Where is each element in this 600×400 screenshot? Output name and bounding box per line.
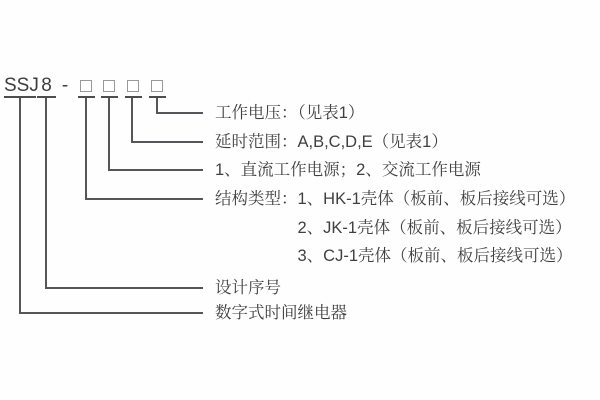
connector-line-horizontal-working-voltage — [156, 112, 203, 114]
connector-line-horizontal-product-name — [19, 312, 203, 314]
structure-type-option-2: 2、JK-1壳体（板前、板后接线可选） — [297, 219, 572, 237]
digit-placeholder-box-2 — [103, 80, 115, 92]
digit-placeholder-box-4 — [151, 80, 163, 92]
structure-type-option-1: 1、HK-1壳体（板前、板后接线可选） — [297, 190, 576, 208]
connector-line-horizontal-structure-type — [85, 198, 203, 200]
model-prefix: SSJ — [4, 75, 39, 96]
connector-line-vertical-series — [45, 98, 47, 289]
underline-box-3 — [125, 96, 142, 98]
connector-line-vertical-box-3 — [131, 98, 133, 143]
digit-placeholder-box-1 — [80, 80, 92, 92]
structure-type-prefix: 结构类型： — [215, 190, 298, 208]
callout-design-serial: 设计序号 — [215, 279, 281, 297]
callout-structure-type — [215, 189, 575, 209]
connector-line-vertical-box-1 — [85, 98, 87, 200]
digit-placeholder-box-3 — [127, 80, 139, 92]
callout-power-type: 1、直流工作电源；2、交流工作电源 — [215, 161, 481, 179]
structure-type-option-3: 3、CJ-1壳体（板前、板后接线可选） — [297, 247, 573, 265]
callout-delay-range: 延时范围：A,B,C,D,E（见表1） — [215, 133, 448, 151]
callout-structure-option-2 — [215, 218, 572, 238]
model-series-number: 8 — [41, 75, 52, 96]
connector-line-vertical-prefix — [19, 98, 21, 314]
connector-line-vertical-box-2 — [108, 98, 110, 171]
connector-line-horizontal-design-serial — [45, 287, 203, 289]
callout-working-voltage: 工作电压：（见表1） — [215, 104, 365, 122]
callout-product-name: 数字式时间继电器 — [215, 304, 347, 322]
connector-line-horizontal-delay-range — [131, 141, 203, 143]
callout-structure-option-3 — [215, 246, 573, 266]
model-separator: - — [61, 75, 69, 96]
connector-line-horizontal-power-type — [108, 169, 203, 171]
